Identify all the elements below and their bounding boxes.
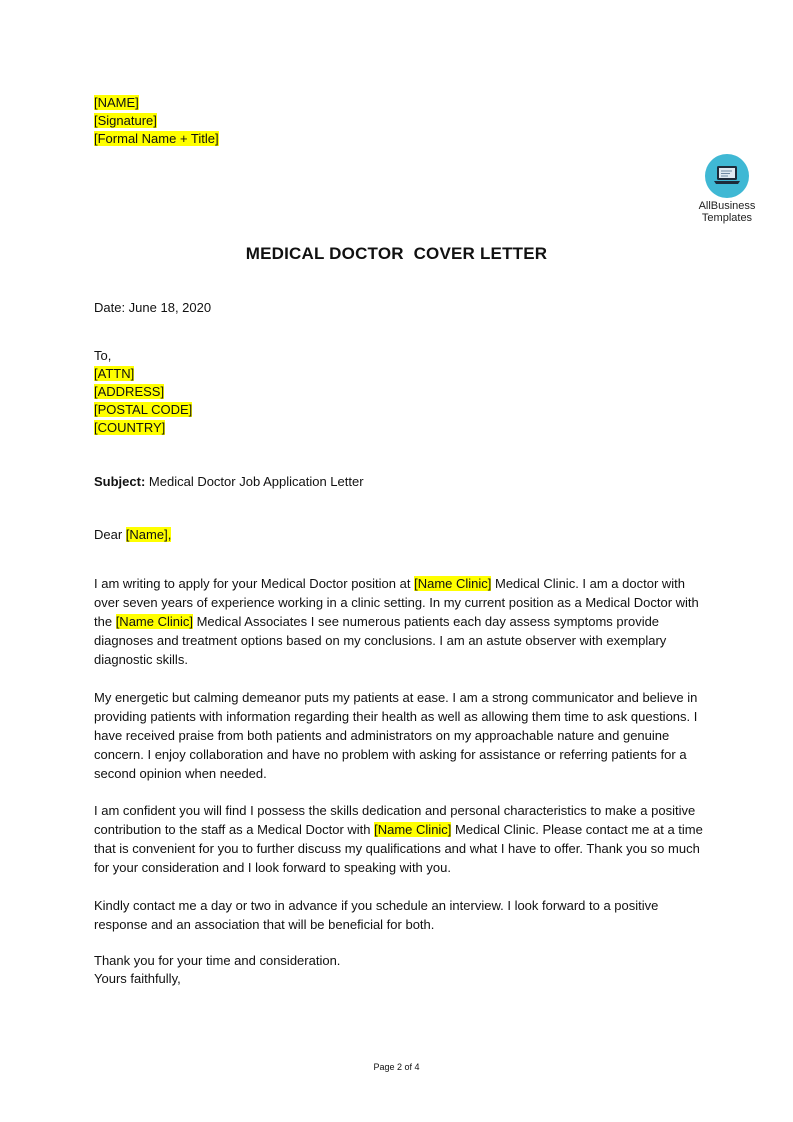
allbusiness-logo: [693, 154, 761, 224]
body-paragraph-1: [94, 574, 704, 669]
salutation-line: [94, 526, 171, 544]
header-formal-name: [94, 130, 219, 148]
logo-circle: [705, 154, 749, 198]
formal-name-placeholder: [Formal Name + Title]: [94, 131, 219, 146]
paragraph3-text-a: I am confident you will find I possess the skills dedication and personal characteristics to make a positive contribution to the staff as a Medical Doctor with: [94, 803, 696, 837]
paragraph1-text-a: I am writing to apply for your Medical Doctor position at: [94, 576, 415, 591]
recipient-country-line: [94, 419, 165, 437]
logo-line-2: Templates: [701, 212, 753, 224]
header-name: [94, 94, 139, 112]
paragraph3-text-b: Medical Clinic. Please contact me at a time that is convenient for you to further discuss my qualifications and what I have to offer. Thank you so much for your consideration and I look forward to speaking with you.: [94, 822, 703, 875]
page-footer: Page 2 of 4: [373, 1062, 420, 1072]
paragraph4-text: Kindly contact me a day or two in advance if you schedule an interview. I look forward to a positive response and an association that will be beneficial for both.: [94, 898, 659, 932]
recipient-to: To,: [94, 348, 112, 363]
document-title: MEDICAL DOCTOR COVER LETTER: [245, 244, 548, 263]
country-placeholder: [COUNTRY]: [94, 420, 166, 435]
recipient-address-line: [94, 383, 164, 401]
closing-sign-off: Yours faithfully,: [94, 971, 181, 986]
name-placeholder: [NAME]: [94, 95, 139, 110]
recipient-attn-line: [94, 365, 134, 383]
header-signature: [94, 112, 157, 130]
signature-placeholder: [Signature]: [94, 113, 157, 128]
salutation-dear: Dear: [94, 527, 126, 542]
paragraph2-text: My energetic but calming demeanor puts my patients at ease. I am a strong communicator and believe in providing patients with information regarding their health as well as allowing them time to ask questions. I have received praise from both patients and administrators on my approachable nature and genuine concern. I enjoy collaboration and have no problem with asking for assistance or referring patients for a second opinion when needed.: [94, 690, 698, 781]
paragraph1-text-b: Medical Clinic. I am a doctor with over seven years of experience working in a clinic setting. In my current position as a Medical Doctor with the: [94, 576, 699, 629]
date-line: Date: June 18, 2020: [94, 300, 212, 315]
subject-label: Subject:: [94, 474, 146, 489]
postal-code-placeholder: [POSTAL CODE]: [94, 402, 193, 417]
attn-placeholder: [ATTN]: [94, 366, 135, 381]
logo-line-1: AllBusiness: [698, 200, 756, 212]
closing-thanks: Thank you for your time and consideration.: [94, 953, 341, 968]
salutation-name-placeholder: [Name],: [125, 527, 172, 542]
clinic-placeholder-3: [Name Clinic]: [374, 822, 452, 837]
subject-line: [94, 473, 364, 491]
body-paragraph-3: [94, 801, 704, 877]
body-paragraph-2: [94, 688, 704, 783]
paragraph1-text-c: Medical Associates I see numerous patients each day assess symptoms provide diagnoses and treatment options based on my conclusions. I am an astute observer with exemplary diagnostic skills.: [94, 614, 667, 667]
clinic-placeholder-1: [Name Clinic]: [414, 576, 492, 591]
body-paragraph-4: [94, 896, 704, 934]
recipient-postal-line: [94, 401, 192, 419]
laptop-icon: [705, 154, 749, 198]
subject-text: Medical Doctor Job Application Letter: [145, 474, 364, 489]
logo-text: [693, 200, 761, 224]
clinic-placeholder-2: [Name Clinic]: [115, 614, 193, 629]
address-placeholder: [ADDRESS]: [94, 384, 165, 399]
